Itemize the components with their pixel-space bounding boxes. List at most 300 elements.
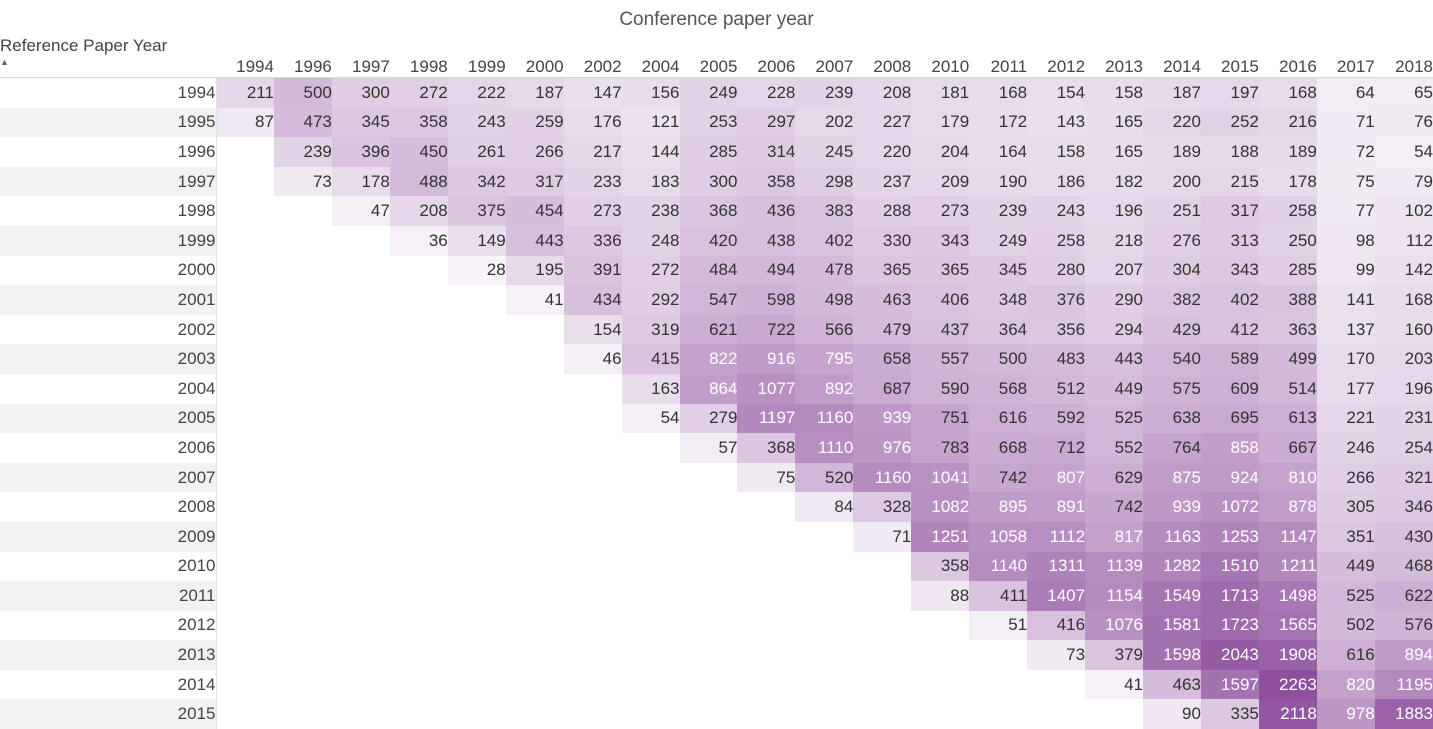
column-header[interactable]: 2015 [1201,33,1259,78]
heatmap-cell[interactable]: 589 [1201,344,1259,374]
heatmap-cell[interactable] [737,699,795,729]
heatmap-cell[interactable]: 449 [1085,374,1143,404]
heatmap-cell[interactable]: 149 [448,226,506,256]
heatmap-cell[interactable] [274,522,332,552]
heatmap-cell[interactable]: 722 [737,315,795,345]
heatmap-cell[interactable]: 178 [332,167,390,197]
heatmap-cell[interactable]: 742 [1085,492,1143,522]
heatmap-cell[interactable]: 939 [853,404,911,434]
heatmap-cell[interactable]: 79 [1375,167,1433,197]
heatmap-cell[interactable] [390,463,448,493]
heatmap-cell[interactable]: 305 [1317,492,1375,522]
heatmap-cell[interactable] [680,492,738,522]
heatmap-cell[interactable]: 1211 [1259,552,1317,582]
heatmap-cell[interactable] [390,522,448,552]
heatmap-cell[interactable]: 188 [1201,137,1259,167]
heatmap-cell[interactable] [332,226,390,256]
heatmap-cell[interactable] [737,522,795,552]
heatmap-cell[interactable]: 51 [969,611,1027,641]
heatmap-cell[interactable] [390,433,448,463]
column-header[interactable]: 2005 [680,33,738,78]
heatmap-cell[interactable] [274,552,332,582]
column-header[interactable]: 2002 [564,33,622,78]
heatmap-cell[interactable]: 437 [911,315,969,345]
heatmap-cell[interactable]: 87 [216,108,274,138]
heatmap-cell[interactable] [332,640,390,670]
heatmap-cell[interactable] [448,285,506,315]
heatmap-cell[interactable] [216,699,274,729]
heatmap-cell[interactable] [274,285,332,315]
heatmap-cell[interactable]: 783 [911,433,969,463]
heatmap-cell[interactable]: 1908 [1259,640,1317,670]
heatmap-cell[interactable]: 335 [1201,699,1259,729]
heatmap-cell[interactable] [216,463,274,493]
heatmap-cell[interactable] [216,196,274,226]
heatmap-cell[interactable]: 273 [564,196,622,226]
heatmap-cell[interactable]: 411 [969,581,1027,611]
heatmap-cell[interactable]: 300 [332,78,390,108]
row-header[interactable]: 2010 [0,552,216,582]
heatmap-cell[interactable] [622,463,680,493]
row-header[interactable]: 2014 [0,670,216,700]
heatmap-cell[interactable]: 592 [1027,404,1085,434]
heatmap-cell[interactable]: 525 [1317,581,1375,611]
heatmap-cell[interactable]: 764 [1143,433,1201,463]
heatmap-cell[interactable]: 817 [1085,522,1143,552]
heatmap-cell[interactable]: 121 [622,108,680,138]
row-header[interactable]: 1999 [0,226,216,256]
heatmap-cell[interactable]: 875 [1143,463,1201,493]
column-header[interactable]: 2016 [1259,33,1317,78]
heatmap-cell[interactable]: 1140 [969,552,1027,582]
heatmap-cell[interactable]: 251 [1143,196,1201,226]
heatmap-cell[interactable]: 72 [1317,137,1375,167]
heatmap-cell[interactable]: 590 [911,374,969,404]
heatmap-cell[interactable]: 891 [1027,492,1085,522]
heatmap-cell[interactable] [274,611,332,641]
row-header[interactable]: 1998 [0,196,216,226]
row-header[interactable]: 2004 [0,374,216,404]
heatmap-cell[interactable]: 190 [969,167,1027,197]
heatmap-cell[interactable]: 187 [506,78,564,108]
heatmap-cell[interactable]: 1549 [1143,581,1201,611]
heatmap-cell[interactable]: 1072 [1201,492,1259,522]
heatmap-cell[interactable] [622,699,680,729]
heatmap-cell[interactable]: 978 [1317,699,1375,729]
heatmap-cell[interactable] [448,552,506,582]
heatmap-cell[interactable] [448,463,506,493]
row-header[interactable]: 2006 [0,433,216,463]
heatmap-cell[interactable]: 454 [506,196,564,226]
heatmap-cell[interactable] [274,581,332,611]
heatmap-cell[interactable] [911,670,969,700]
sort-ascending-icon[interactable]: ▲ [0,58,216,67]
heatmap-cell[interactable]: 864 [680,374,738,404]
heatmap-cell[interactable]: 196 [1375,374,1433,404]
heatmap-cell[interactable] [274,433,332,463]
heatmap-cell[interactable]: 75 [1317,167,1375,197]
heatmap-cell[interactable] [216,315,274,345]
heatmap-cell[interactable]: 297 [737,108,795,138]
heatmap-cell[interactable] [390,315,448,345]
heatmap-cell[interactable]: 183 [622,167,680,197]
heatmap-cell[interactable]: 47 [332,196,390,226]
heatmap-cell[interactable]: 1498 [1259,581,1317,611]
heatmap-cell[interactable]: 463 [1143,670,1201,700]
column-header[interactable]: 1994 [216,33,274,78]
heatmap-cell[interactable]: 156 [622,78,680,108]
heatmap-cell[interactable]: 227 [853,108,911,138]
heatmap-cell[interactable]: 687 [853,374,911,404]
heatmap-cell[interactable]: 200 [1143,167,1201,197]
column-header[interactable]: 1999 [448,33,506,78]
heatmap-cell[interactable]: 73 [1027,640,1085,670]
heatmap-cell[interactable]: 304 [1143,256,1201,286]
heatmap-cell[interactable]: 54 [622,404,680,434]
heatmap-cell[interactable]: 449 [1317,552,1375,582]
heatmap-cell[interactable] [448,611,506,641]
row-header[interactable]: 1995 [0,108,216,138]
heatmap-cell[interactable]: 976 [853,433,911,463]
heatmap-cell[interactable] [390,670,448,700]
heatmap-cell[interactable]: 280 [1027,256,1085,286]
heatmap-cell[interactable]: 258 [1259,196,1317,226]
heatmap-cell[interactable]: 358 [911,552,969,582]
heatmap-cell[interactable] [216,167,274,197]
heatmap-cell[interactable]: 144 [622,137,680,167]
heatmap-cell[interactable]: 165 [1085,108,1143,138]
heatmap-cell[interactable]: 520 [795,463,853,493]
heatmap-cell[interactable]: 368 [737,433,795,463]
heatmap-cell[interactable]: 434 [564,285,622,315]
heatmap-cell[interactable] [390,552,448,582]
heatmap-cell[interactable]: 1154 [1085,581,1143,611]
heatmap-cell[interactable] [506,344,564,374]
heatmap-cell[interactable]: 1311 [1027,552,1085,582]
heatmap-cell[interactable] [795,581,853,611]
heatmap-cell[interactable]: 317 [506,167,564,197]
heatmap-cell[interactable] [332,522,390,552]
column-header[interactable]: 2006 [737,33,795,78]
column-header[interactable]: 2017 [1317,33,1375,78]
heatmap-cell[interactable]: 179 [911,108,969,138]
heatmap-cell[interactable]: 514 [1259,374,1317,404]
heatmap-cell[interactable]: 158 [1027,137,1085,167]
heatmap-cell[interactable] [564,640,622,670]
heatmap-cell[interactable] [332,285,390,315]
heatmap-cell[interactable]: 249 [680,78,738,108]
heatmap-cell[interactable] [737,552,795,582]
heatmap-cell[interactable]: 98 [1317,226,1375,256]
heatmap-cell[interactable]: 924 [1201,463,1259,493]
heatmap-cell[interactable]: 443 [506,226,564,256]
heatmap-cell[interactable]: 182 [1085,167,1143,197]
heatmap-cell[interactable]: 207 [1085,256,1143,286]
column-header[interactable]: 1998 [390,33,448,78]
heatmap-cell[interactable]: 810 [1259,463,1317,493]
heatmap-cell[interactable]: 402 [1201,285,1259,315]
column-header[interactable]: 2014 [1143,33,1201,78]
heatmap-cell[interactable] [506,374,564,404]
heatmap-cell[interactable]: 46 [564,344,622,374]
heatmap-cell[interactable]: 500 [274,78,332,108]
heatmap-cell[interactable]: 71 [1317,108,1375,138]
heatmap-cell[interactable] [390,344,448,374]
heatmap-cell[interactable]: 345 [332,108,390,138]
heatmap-cell[interactable] [622,670,680,700]
heatmap-cell[interactable]: 137 [1317,315,1375,345]
heatmap-cell[interactable] [680,552,738,582]
heatmap-cell[interactable]: 1110 [795,433,853,463]
heatmap-cell[interactable]: 294 [1085,315,1143,345]
heatmap-cell[interactable] [274,670,332,700]
row-header[interactable]: 2002 [0,315,216,345]
heatmap-cell[interactable]: 216 [1259,108,1317,138]
column-header[interactable]: 1996 [274,33,332,78]
heatmap-cell[interactable]: 916 [737,344,795,374]
heatmap-cell[interactable] [332,670,390,700]
heatmap-cell[interactable] [216,670,274,700]
heatmap-cell[interactable]: 1407 [1027,581,1085,611]
heatmap-cell[interactable] [564,522,622,552]
heatmap-cell[interactable] [622,581,680,611]
heatmap-cell[interactable]: 252 [1201,108,1259,138]
heatmap-cell[interactable] [390,285,448,315]
heatmap-cell[interactable]: 1163 [1143,522,1201,552]
heatmap-cell[interactable] [506,433,564,463]
heatmap-cell[interactable]: 112 [1375,226,1433,256]
row-header[interactable]: 2003 [0,344,216,374]
heatmap-cell[interactable]: 1723 [1201,611,1259,641]
heatmap-cell[interactable]: 285 [680,137,738,167]
heatmap-cell[interactable] [680,699,738,729]
heatmap-cell[interactable]: 576 [1375,611,1433,641]
heatmap-cell[interactable]: 99 [1317,256,1375,286]
heatmap-cell[interactable]: 1197 [737,404,795,434]
heatmap-cell[interactable]: 84 [795,492,853,522]
heatmap-cell[interactable]: 239 [969,196,1027,226]
heatmap-cell[interactable]: 336 [564,226,622,256]
heatmap-cell[interactable] [448,404,506,434]
heatmap-cell[interactable]: 197 [1201,78,1259,108]
heatmap-cell[interactable]: 202 [795,108,853,138]
heatmap-cell[interactable] [506,463,564,493]
heatmap-cell[interactable]: 1082 [911,492,969,522]
heatmap-cell[interactable] [274,492,332,522]
heatmap-cell[interactable] [737,581,795,611]
heatmap-cell[interactable] [911,611,969,641]
row-header[interactable]: 1994 [0,78,216,108]
heatmap-cell[interactable]: 71 [853,522,911,552]
heatmap-cell[interactable]: 795 [795,344,853,374]
heatmap-cell[interactable]: 348 [969,285,1027,315]
heatmap-cell[interactable] [390,699,448,729]
row-header[interactable]: 1997 [0,167,216,197]
heatmap-cell[interactable]: 598 [737,285,795,315]
column-header[interactable]: 2000 [506,33,564,78]
heatmap-cell[interactable] [795,552,853,582]
heatmap-cell[interactable] [332,315,390,345]
row-header[interactable]: 2011 [0,581,216,611]
heatmap-cell[interactable]: 147 [564,78,622,108]
heatmap-cell[interactable]: 168 [1375,285,1433,315]
heatmap-cell[interactable] [332,256,390,286]
heatmap-cell[interactable] [622,433,680,463]
heatmap-cell[interactable] [506,670,564,700]
heatmap-cell[interactable]: 622 [1375,581,1433,611]
heatmap-cell[interactable]: 391 [564,256,622,286]
heatmap-cell[interactable] [680,581,738,611]
heatmap-cell[interactable] [506,640,564,670]
heatmap-cell[interactable]: 288 [853,196,911,226]
heatmap-cell[interactable]: 178 [1259,167,1317,197]
heatmap-cell[interactable]: 1565 [1259,611,1317,641]
heatmap-cell[interactable] [390,404,448,434]
heatmap-cell[interactable] [795,670,853,700]
heatmap-cell[interactable]: 1282 [1143,552,1201,582]
heatmap-cell[interactable]: 266 [506,137,564,167]
heatmap-cell[interactable] [795,522,853,552]
heatmap-cell[interactable]: 668 [969,433,1027,463]
heatmap-cell[interactable] [216,374,274,404]
heatmap-cell[interactable]: 2263 [1259,670,1317,700]
heatmap-cell[interactable]: 203 [1375,344,1433,374]
heatmap-cell[interactable]: 90 [1143,699,1201,729]
heatmap-cell[interactable] [564,492,622,522]
heatmap-cell[interactable] [274,226,332,256]
heatmap-cell[interactable] [216,226,274,256]
heatmap-cell[interactable] [216,404,274,434]
heatmap-cell[interactable]: 233 [564,167,622,197]
heatmap-cell[interactable]: 500 [969,344,1027,374]
heatmap-cell[interactable]: 616 [969,404,1027,434]
heatmap-cell[interactable]: 894 [1375,640,1433,670]
heatmap-cell[interactable]: 222 [448,78,506,108]
heatmap-cell[interactable] [564,552,622,582]
heatmap-cell[interactable] [795,699,853,729]
heatmap-cell[interactable]: 168 [969,78,1027,108]
heatmap-cell[interactable] [506,404,564,434]
heatmap-cell[interactable] [564,670,622,700]
heatmap-cell[interactable]: 220 [853,137,911,167]
heatmap-cell[interactable]: 342 [448,167,506,197]
heatmap-cell[interactable] [506,522,564,552]
heatmap-cell[interactable] [564,374,622,404]
heatmap-cell[interactable] [274,640,332,670]
heatmap-cell[interactable] [853,670,911,700]
heatmap-cell[interactable]: 170 [1317,344,1375,374]
heatmap-cell[interactable]: 154 [564,315,622,345]
heatmap-cell[interactable] [564,699,622,729]
heatmap-cell[interactable]: 239 [795,78,853,108]
heatmap-cell[interactable]: 231 [1375,404,1433,434]
heatmap-cell[interactable]: 88 [911,581,969,611]
heatmap-cell[interactable]: 168 [1259,78,1317,108]
heatmap-cell[interactable]: 1160 [853,463,911,493]
heatmap-cell[interactable]: 245 [795,137,853,167]
row-header[interactable]: 2012 [0,611,216,641]
heatmap-cell[interactable]: 28 [448,256,506,286]
heatmap-cell[interactable]: 196 [1085,196,1143,226]
heatmap-cell[interactable]: 478 [795,256,853,286]
heatmap-cell[interactable] [216,552,274,582]
row-header[interactable]: 2015 [0,699,216,729]
heatmap-cell[interactable]: 208 [853,78,911,108]
heatmap-cell[interactable]: 415 [622,344,680,374]
heatmap-cell[interactable] [622,492,680,522]
heatmap-cell[interactable]: 1077 [737,374,795,404]
heatmap-cell[interactable]: 436 [737,196,795,226]
heatmap-cell[interactable]: 143 [1027,108,1085,138]
heatmap-cell[interactable]: 494 [737,256,795,286]
heatmap-cell[interactable] [506,315,564,345]
heatmap-cell[interactable] [911,640,969,670]
heatmap-cell[interactable]: 76 [1375,108,1433,138]
heatmap-cell[interactable] [795,611,853,641]
heatmap-cell[interactable] [680,611,738,641]
heatmap-cell[interactable]: 396 [332,137,390,167]
heatmap-cell[interactable] [737,640,795,670]
heatmap-cell[interactable] [564,433,622,463]
heatmap-cell[interactable]: 253 [680,108,738,138]
heatmap-cell[interactable]: 807 [1027,463,1085,493]
heatmap-cell[interactable] [506,581,564,611]
heatmap-cell[interactable]: 892 [795,374,853,404]
heatmap-cell[interactable]: 186 [1027,167,1085,197]
heatmap-cell[interactable]: 276 [1143,226,1201,256]
heatmap-cell[interactable]: 181 [911,78,969,108]
row-header[interactable]: 2009 [0,522,216,552]
heatmap-cell[interactable] [680,522,738,552]
heatmap-cell[interactable]: 358 [390,108,448,138]
heatmap-cell[interactable]: 57 [680,433,738,463]
heatmap-cell[interactable]: 73 [274,167,332,197]
heatmap-cell[interactable]: 41 [1085,670,1143,700]
row-axis-title[interactable] [0,33,216,78]
heatmap-cell[interactable]: 525 [1085,404,1143,434]
heatmap-cell[interactable]: 314 [737,137,795,167]
heatmap-cell[interactable]: 1253 [1201,522,1259,552]
heatmap-cell[interactable]: 330 [853,226,911,256]
heatmap-cell[interactable] [216,522,274,552]
heatmap-cell[interactable]: 382 [1143,285,1201,315]
heatmap-cell[interactable] [332,552,390,582]
heatmap-cell[interactable]: 667 [1259,433,1317,463]
heatmap-cell[interactable] [332,492,390,522]
heatmap-cell[interactable]: 358 [737,167,795,197]
heatmap-cell[interactable]: 163 [622,374,680,404]
heatmap-cell[interactable] [853,552,911,582]
heatmap-cell[interactable]: 363 [1259,315,1317,345]
heatmap-cell[interactable] [737,611,795,641]
heatmap-cell[interactable]: 443 [1085,344,1143,374]
row-header[interactable]: 2005 [0,404,216,434]
heatmap-cell[interactable]: 1713 [1201,581,1259,611]
heatmap-cell[interactable]: 285 [1259,256,1317,286]
heatmap-cell[interactable]: 243 [448,108,506,138]
heatmap-cell[interactable] [1027,670,1085,700]
heatmap-cell[interactable] [390,492,448,522]
heatmap-cell[interactable] [737,492,795,522]
heatmap-cell[interactable] [795,640,853,670]
heatmap-cell[interactable]: 1041 [911,463,969,493]
heatmap-cell[interactable]: 1076 [1085,611,1143,641]
heatmap-cell[interactable] [448,492,506,522]
heatmap-cell[interactable] [216,640,274,670]
heatmap-cell[interactable]: 1112 [1027,522,1085,552]
heatmap-cell[interactable]: 317 [1201,196,1259,226]
heatmap-cell[interactable]: 375 [448,196,506,226]
